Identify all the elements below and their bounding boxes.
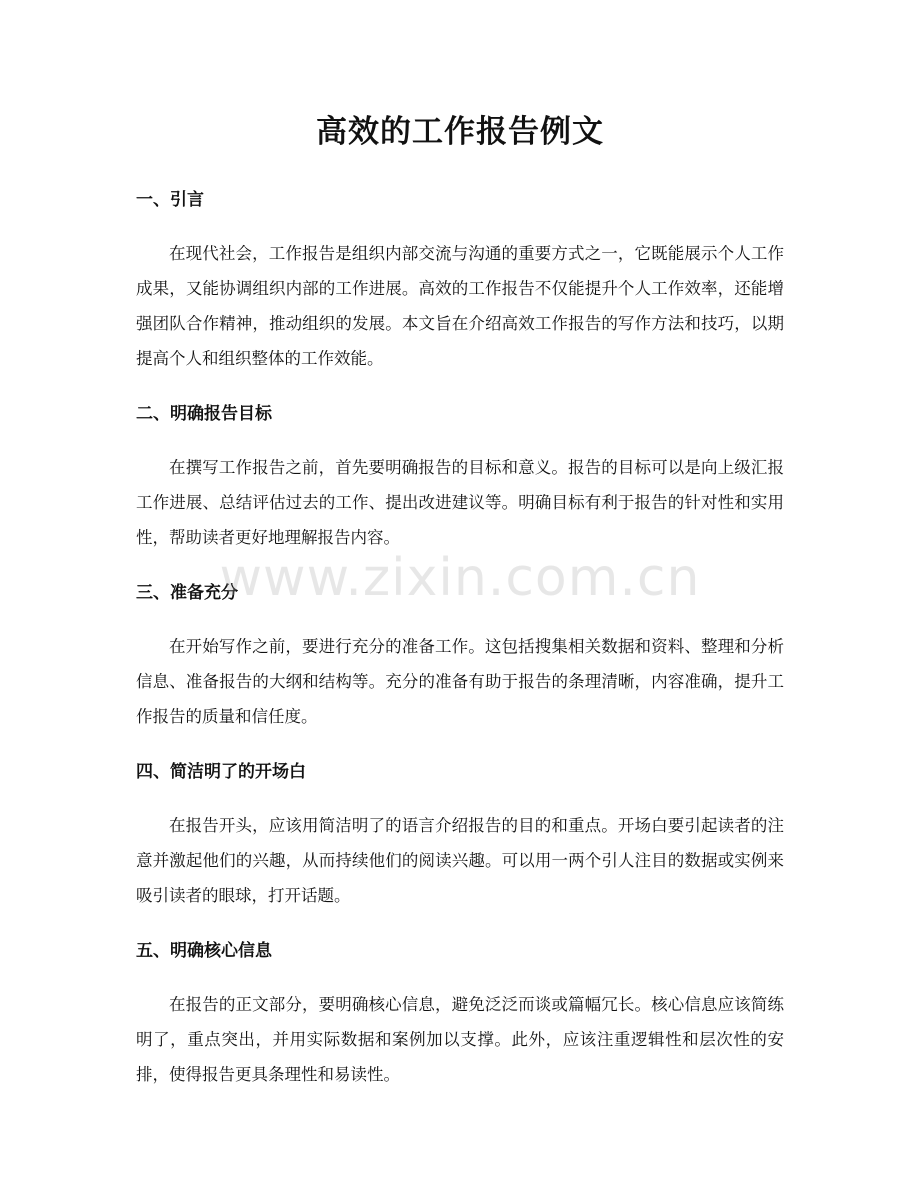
section-paragraph: 在现代社会，工作报告是组织内部交流与沟通的重要方式之一，它既能展示个人工作成果，又能协调组织内部的工作进展。高效的工作报告不仅能提升个人工作效率，还能增强团队合作精神，推动组织的发展。本文旨在介绍高效工作报告的写作方法和技巧，以期提高个人和组织整体的工作效能。 xyxy=(136,244,784,368)
section-heading: 四、简洁明了的开场白 xyxy=(136,762,306,782)
section-paragraph: 在报告开头，应该用简洁明了的语言介绍报告的目的和重点。开场白要引起读者的注意并激起他们的兴趣，从而持续他们的阅读兴趣。可以用一两个引人注目的数据或实例来吸引读者的眼球，打开话题。 xyxy=(136,816,784,905)
section-heading: 二、明确报告目标 xyxy=(136,404,272,424)
section-core-info xyxy=(136,937,784,1092)
section-report-goal xyxy=(136,400,784,555)
section-preparation xyxy=(136,579,784,734)
section-heading: 三、准备充分 xyxy=(136,583,238,603)
section-heading: 一、引言 xyxy=(136,190,204,210)
section-paragraph: 在撰写工作报告之前，首先要明确报告的目标和意义。报告的目标可以是向上级汇报工作进展、总结评估过去的工作、提出改进建议等。明确目标有利于报告的针对性和实用性，帮助读者更好地理解报告内容。 xyxy=(136,458,784,547)
section-heading: 五、明确核心信息 xyxy=(136,941,272,961)
section-introduction xyxy=(136,186,784,376)
section-opening xyxy=(136,758,784,913)
document-title: 高效的工作报告例文 xyxy=(316,114,604,150)
watermark-text: www.zixin.com.cn xyxy=(219,548,701,608)
section-paragraph: 在报告的正文部分，要明确核心信息，避免泛泛而谈或篇幅冗长。核心信息应该简练明了，重点突出，并用实际数据和案例加以支撑。此外，应该注重逻辑性和层次性的安排，使得报告更具条理性和易读性。 xyxy=(136,995,784,1084)
section-paragraph: 在开始写作之前，要进行充分的准备工作。这包括搜集相关数据和资料、整理和分析信息、准备报告的大纲和结构等。充分的准备有助于报告的条理清晰，内容准确，提升工作报告的质量和信任度。 xyxy=(136,637,784,726)
